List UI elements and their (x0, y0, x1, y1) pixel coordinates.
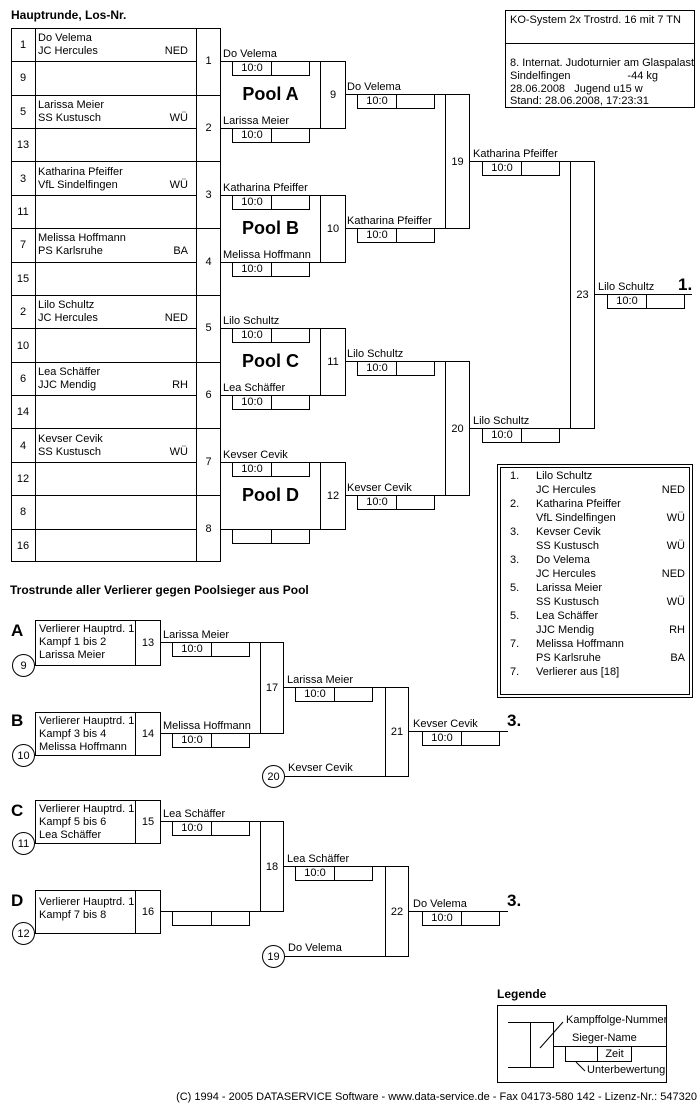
winner-name: Kevser Cevik (413, 718, 478, 730)
player-region: RH (172, 379, 188, 391)
main-title: Hauptrunde, Los-Nr. (11, 8, 127, 22)
result-name: Lilo Schultz (536, 470, 593, 482)
pool-label: Pool C (242, 351, 299, 371)
winner-name: Lea Schäffer (287, 853, 350, 865)
result-club: PS Karlsruhe (536, 652, 601, 664)
score-box (172, 821, 250, 836)
loser-line: Kampf 3 bis 4 (39, 728, 107, 740)
table-line (11, 61, 196, 62)
winner-name: Lilo Schultz (473, 415, 530, 427)
pool-ref-circle (262, 765, 285, 788)
player-name: Larissa Meier (223, 115, 290, 127)
player-name: Larissa Meier (38, 99, 105, 111)
player-name: Lilo Schultz (38, 299, 95, 311)
player-club: VfL Sindelfingen (38, 179, 118, 191)
place-number: 3. (507, 711, 522, 730)
table-line (11, 262, 196, 263)
weight-class: -44 kg (627, 70, 658, 82)
player-name: Do Velema (288, 942, 342, 954)
circle-number: 20 (267, 770, 280, 783)
score-value: 10:0 (173, 734, 212, 747)
score-value: 10:0 (233, 129, 272, 142)
score-box (482, 161, 560, 176)
time-cell (272, 463, 309, 476)
time-cell (272, 329, 309, 342)
event-name: 8. Internat. Judoturnier am Glaspalast (510, 57, 695, 69)
time-cell (272, 129, 309, 142)
result-region: BA (670, 652, 685, 664)
match-connector (320, 61, 346, 129)
lot-number: 7 (19, 239, 27, 251)
match-number: 4 (205, 256, 212, 268)
score-value: 10:0 (173, 643, 212, 656)
lot-number: 11 (17, 206, 29, 218)
score-box (422, 731, 500, 746)
score-value: 10:0 (296, 867, 335, 880)
time-cell (212, 643, 249, 656)
match-number: 11 (327, 356, 339, 368)
result-club: SS Kustusch (536, 596, 599, 608)
lot-number: 2 (19, 306, 27, 318)
lot-number: 8 (19, 506, 27, 518)
match-number: 5 (205, 322, 212, 334)
result-rank: 7. (510, 666, 520, 678)
loser-line: Kampf 7 bis 8 (39, 909, 107, 921)
result-name: Verlierer aus [18] (536, 666, 620, 678)
legend-subscore-label: Unterbewertung (587, 1064, 666, 1076)
winner-name: Kevser Cevik (347, 482, 412, 494)
event-date-category: 28.06.2008 Jugend u15 w (510, 83, 643, 95)
match-connector (385, 687, 409, 777)
score-value: 10:0 (483, 162, 522, 175)
time-cell (335, 867, 372, 880)
time-cell (212, 912, 249, 925)
player-name: Kevser Cevik (288, 762, 353, 774)
score-value: 10:0 (423, 732, 462, 745)
player-club: JC Hercules (38, 45, 98, 57)
match-number: 2 (205, 122, 212, 134)
time-cell (462, 912, 499, 925)
pool-label: Pool D (242, 485, 299, 505)
player-name: Do Velema (223, 48, 277, 60)
player-name: Katharina Pfeiffer (38, 166, 123, 178)
legend-match-number-label: Kampffolge-Nummer (566, 1014, 668, 1026)
place-number: 1. (678, 275, 693, 294)
match-number: 21 (390, 726, 404, 738)
match-number: 22 (390, 905, 404, 918)
pool-letter: C (11, 801, 24, 820)
loser-line: Verlierer Hauptrd. 1 (39, 623, 135, 635)
table-line (11, 195, 196, 196)
match-connector (320, 462, 346, 530)
legend-winner-label: Sieger-Name (572, 1032, 637, 1044)
table-line (11, 428, 221, 429)
lot-number: 9 (19, 72, 27, 84)
winner-name: Lilo Schultz (347, 348, 404, 360)
lot-number: 15 (16, 273, 30, 285)
pool-ref-circle (262, 945, 285, 968)
time-cell (335, 688, 372, 701)
loser-line: Melissa Hoffmann (39, 741, 127, 753)
score-value: 10:0 (423, 912, 462, 925)
result-name: Melissa Hoffmann (536, 638, 624, 650)
winner-name: Do Velema (413, 898, 467, 910)
event-city: Sindelfingen (510, 70, 571, 82)
match-number: 19 (451, 155, 464, 168)
result-region: WÜ (666, 512, 685, 524)
circle-number: 10 (17, 749, 30, 762)
loser-line: Larissa Meier (39, 649, 106, 661)
lot-number: 5 (19, 106, 27, 118)
match-number: 15 (141, 816, 155, 828)
player-region: NED (164, 45, 188, 57)
time-cell (397, 496, 434, 509)
score-value: 10:0 (296, 688, 335, 701)
score-box (232, 262, 310, 277)
result-club: SS Kustusch (536, 540, 599, 552)
score-box (357, 361, 435, 376)
legend-score-box (565, 1046, 632, 1062)
score-box (232, 128, 310, 143)
player-name: Kevser Cevik (223, 449, 288, 461)
time-cell (397, 229, 434, 242)
result-club: VfL Sindelfingen (536, 512, 616, 524)
place-number: 3. (507, 891, 522, 910)
result-rank: 7. (510, 638, 520, 650)
match-connector (260, 821, 284, 912)
score-box (295, 866, 373, 881)
lot-number: 13 (16, 139, 30, 151)
pool-ref-circle (12, 832, 35, 855)
match-number: 9 (329, 89, 337, 101)
result-region: NED (661, 568, 685, 580)
player-club: SS Kustusch (38, 446, 101, 458)
result-name: Lea Schäffer (536, 610, 599, 622)
loser-line: Verlierer Hauptrd. 1 (39, 896, 135, 908)
pool-label: Pool A (242, 84, 299, 104)
pool-ref-circle (12, 744, 35, 767)
time-cell (397, 362, 434, 375)
table-line (11, 395, 196, 396)
loser-line: Lea Schäffer (39, 829, 102, 841)
match-number: 16 (141, 906, 155, 918)
score-value: 10:0 (233, 463, 272, 476)
match-connector (320, 195, 346, 263)
score-box (357, 94, 435, 109)
player-region: WÜ (169, 112, 188, 124)
winner-name: Katharina Pfeiffer (473, 148, 558, 160)
result-region: WÜ (666, 540, 685, 552)
result-rank: 5. (510, 582, 520, 594)
legend-title: Legende (497, 987, 547, 1001)
player-club: SS Kustusch (38, 112, 101, 124)
system-info-text: KO-System 2x Trostrd. 16 mit 7 TN (510, 14, 681, 26)
score-value: 10:0 (483, 429, 522, 442)
loser-line: Verlierer Hauptrd. 1 (39, 715, 135, 727)
score-box (357, 495, 435, 510)
match-connector (385, 866, 409, 957)
time-cell (522, 162, 559, 175)
pool-ref-circle (12, 654, 35, 677)
player-name: Melissa Hoffmann (223, 249, 311, 261)
time-cell (212, 822, 249, 835)
player-name: Lilo Schultz (223, 315, 280, 327)
score-box (232, 195, 310, 210)
score-value: 10:0 (608, 295, 647, 308)
pool-ref-circle (12, 922, 35, 945)
table-line (11, 529, 196, 530)
match-number: 10 (326, 223, 340, 235)
score-value: 10:0 (358, 496, 397, 509)
lot-number: 14 (16, 406, 30, 418)
score-value: 10:0 (233, 396, 272, 409)
lot-number: 6 (19, 373, 27, 385)
match-number: 18 (265, 860, 279, 873)
loser-line: Verlierer Hauptrd. 1 (39, 803, 135, 815)
score-box (172, 642, 250, 657)
circle-number: 12 (17, 927, 30, 940)
copyright-line: (C) 1994 - 2005 DATASERVICE Software - www.data-service.de - Fax 04173-580 142 - Lizenz-Nr.: 547320 (176, 1091, 697, 1103)
lot-number: 3 (19, 173, 27, 185)
table-line (11, 228, 221, 229)
player-name: Lea Schäffer (223, 382, 286, 394)
score-box (482, 428, 560, 443)
score-box (357, 228, 435, 243)
time-cell (272, 530, 309, 543)
table-line (11, 328, 196, 329)
score-value: 10:0 (173, 822, 212, 835)
winner-name: Larissa Meier (287, 674, 354, 686)
pool-letter: A (11, 621, 24, 640)
result-name: Do Velema (536, 554, 590, 566)
time-cell (462, 732, 499, 745)
match-number: 3 (205, 189, 212, 201)
player-region: BA (173, 245, 188, 257)
bracket-line (284, 956, 385, 957)
player-club: PS Karlsruhe (38, 245, 103, 257)
player-region: WÜ (169, 446, 188, 458)
table-line (11, 495, 221, 496)
loser-line: Kampf 5 bis 6 (39, 816, 107, 828)
player-region: NED (164, 312, 188, 324)
match-number: 7 (205, 456, 212, 468)
result-name: Kevser Cevik (536, 526, 601, 538)
circle-number: 9 (20, 659, 27, 672)
event-stand: Stand: 28.06.2008, 17:23:31 (510, 95, 649, 107)
score-box (232, 529, 310, 544)
match-connector (445, 361, 470, 496)
score-value: 10:0 (358, 362, 397, 375)
pool-letter: B (11, 711, 24, 730)
time-cell (522, 429, 559, 442)
score-value: 10:0 (233, 62, 272, 75)
pool-letter: D (11, 891, 24, 910)
time-cell (647, 295, 684, 308)
result-club: JC Hercules (536, 484, 596, 496)
winner-name: Melissa Hoffmann (163, 720, 251, 732)
lot-number: 1 (19, 39, 27, 51)
match-number: 17 (265, 682, 279, 694)
player-name: Kevser Cevik (38, 433, 103, 445)
match-number: 14 (141, 728, 155, 740)
result-rank: 3. (510, 554, 520, 566)
score-value (173, 912, 212, 925)
score-box (607, 294, 685, 309)
time-cell (397, 95, 434, 108)
result-rank: 1. (510, 470, 520, 482)
result-name: Katharina Pfeiffer (536, 498, 621, 510)
time-cell (272, 62, 309, 75)
result-region: RH (669, 624, 685, 636)
circle-number: 11 (17, 837, 30, 850)
winner-name: Lea Schäffer (163, 808, 226, 820)
winner-name: Do Velema (347, 81, 401, 93)
winner-name: Lilo Schultz (598, 281, 655, 293)
table-line (11, 161, 221, 162)
score-box (295, 687, 373, 702)
score-value: 10:0 (358, 95, 397, 108)
score-value (233, 530, 272, 543)
score-value: 10:0 (233, 196, 272, 209)
score-value: 10:0 (233, 263, 272, 276)
result-name: Larissa Meier (536, 582, 603, 594)
bracket-line (284, 776, 385, 777)
score-box (232, 328, 310, 343)
result-region: WÜ (666, 596, 685, 608)
consolation-title: Trostrunde aller Verlierer gegen Poolsieger aus Pool (10, 583, 309, 597)
score-box (172, 733, 250, 748)
match-number: 6 (205, 389, 212, 401)
match-number: 20 (451, 422, 464, 435)
match-connector (260, 642, 284, 734)
result-rank: 2. (510, 498, 520, 510)
score-box (172, 911, 250, 926)
table-line (11, 95, 221, 96)
pool-label: Pool B (242, 218, 299, 238)
score-box (422, 911, 500, 926)
score-box (232, 462, 310, 477)
loser-line: Kampf 1 bis 2 (39, 636, 107, 648)
legend-time-label: Zeit (605, 1048, 624, 1060)
table-line (11, 362, 221, 363)
table-line (11, 128, 196, 129)
winner-name: Katharina Pfeiffer (347, 215, 432, 227)
lot-number: 10 (16, 340, 30, 352)
player-name: Lea Schäffer (38, 366, 101, 378)
time-cell (272, 263, 309, 276)
lot-number: 4 (19, 440, 27, 452)
match-number: 1 (205, 55, 212, 67)
player-name: Melissa Hoffmann (38, 232, 126, 244)
player-club: JJC Mendig (38, 379, 97, 391)
player-name: Katharina Pfeiffer (223, 182, 308, 194)
result-club: JC Hercules (536, 568, 596, 580)
match-connector (445, 94, 470, 229)
lot-number: 16 (16, 540, 30, 552)
match-number: 12 (326, 490, 340, 502)
result-rank: 5. (510, 610, 520, 622)
player-name: Do Velema (38, 32, 92, 44)
match-connector (320, 328, 346, 396)
result-rank: 3. (510, 526, 520, 538)
score-value: 10:0 (358, 229, 397, 242)
match-connector (570, 161, 595, 429)
time-cell (272, 396, 309, 409)
score-box (232, 61, 310, 76)
legend-subscore-cell (566, 1047, 598, 1061)
time-cell (212, 734, 249, 747)
winner-name: Larissa Meier (163, 629, 230, 641)
match-number: 8 (205, 523, 212, 535)
table-line (11, 295, 221, 296)
lot-number: 12 (16, 473, 30, 485)
circle-number: 19 (267, 950, 280, 963)
table-line (11, 462, 196, 463)
player-club: JC Hercules (38, 312, 98, 324)
result-club: JJC Mendig (536, 624, 595, 636)
score-box (232, 395, 310, 410)
player-region: WÜ (169, 179, 188, 191)
match-number: 23 (576, 289, 589, 301)
time-cell (272, 196, 309, 209)
result-region: NED (661, 484, 685, 496)
match-number: 13 (141, 637, 155, 649)
score-value: 10:0 (233, 329, 272, 342)
